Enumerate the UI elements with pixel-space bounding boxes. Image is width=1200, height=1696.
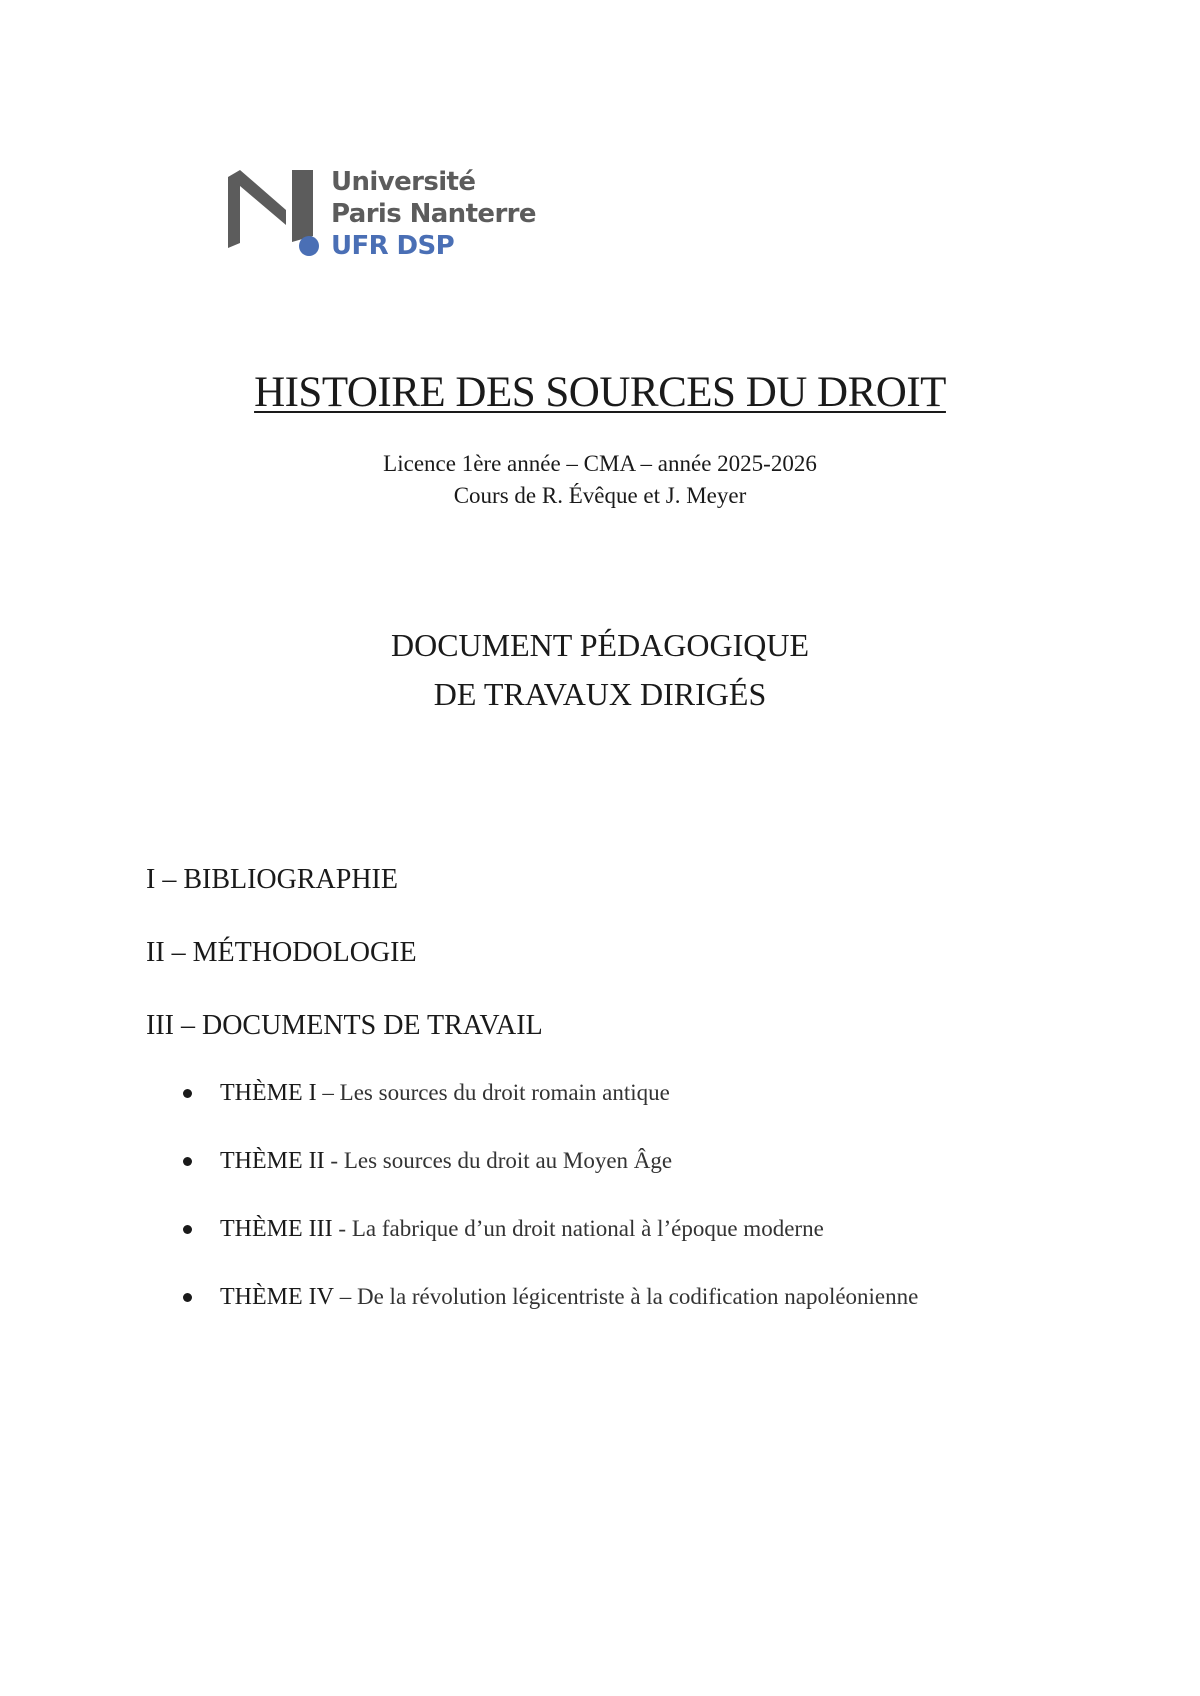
document-type-line-2: DE TRAVAUX DIRIGÉS — [433, 676, 767, 712]
theme-description: La fabrique d’un droit national à l’époque moderne — [351, 1216, 824, 1241]
bullet-icon — [183, 1225, 192, 1234]
logo-university: Université — [331, 167, 476, 197]
theme-label: THÈME II — [220, 1148, 325, 1174]
document-type-line-1: DOCUMENT PÉDAGOGIQUE — [390, 627, 810, 663]
theme-separator: - — [332, 1216, 352, 1241]
page-title: HISTOIRE DES SOURCES DU DROIT — [254, 369, 946, 416]
logo-ufr: UFR DSP — [331, 231, 455, 261]
list-item — [183, 1279, 1163, 1347]
course-teachers: Cours de R. Évêque et J. Meyer — [453, 483, 747, 508]
course-level-year: Licence 1ère année – CMA – année 2025-2026 — [383, 451, 817, 476]
logo-dot-icon — [299, 236, 319, 256]
course-info — [0, 448, 1200, 512]
theme-separator: – — [316, 1080, 340, 1105]
logo-text — [331, 166, 536, 262]
theme-label: THÈME IV — [220, 1284, 334, 1310]
document-type — [0, 621, 1200, 719]
bullet-icon — [183, 1157, 192, 1166]
list-item — [183, 1075, 1163, 1143]
theme-description: De la révolution légicentriste à la codification napoléonienne — [356, 1284, 919, 1309]
theme-label: THÈME I — [220, 1080, 317, 1106]
theme-separator: – — [333, 1284, 357, 1309]
section-methodologie: II – MÉTHODOLOGIE — [146, 937, 417, 968]
university-logo — [228, 166, 548, 266]
theme-description: Les sources du droit romain antique — [339, 1080, 670, 1105]
section-bibliographie: I – BIBLIOGRAPHIE — [146, 864, 398, 895]
bullet-icon — [183, 1293, 192, 1302]
list-item — [183, 1211, 1163, 1279]
logo-paris-nanterre: Paris Nanterre — [331, 199, 536, 229]
list-item — [183, 1143, 1163, 1211]
theme-separator: - — [324, 1148, 344, 1173]
bullet-icon — [183, 1089, 192, 1098]
section-documents-de-travail: III – DOCUMENTS DE TRAVAIL — [146, 1010, 543, 1041]
sections-list — [146, 862, 1146, 1044]
theme-description: Les sources du droit au Moyen Âge — [343, 1148, 673, 1173]
theme-label: THÈME III — [220, 1216, 333, 1242]
logo-ufr-line — [331, 230, 536, 262]
themes-list — [183, 1075, 1163, 1347]
